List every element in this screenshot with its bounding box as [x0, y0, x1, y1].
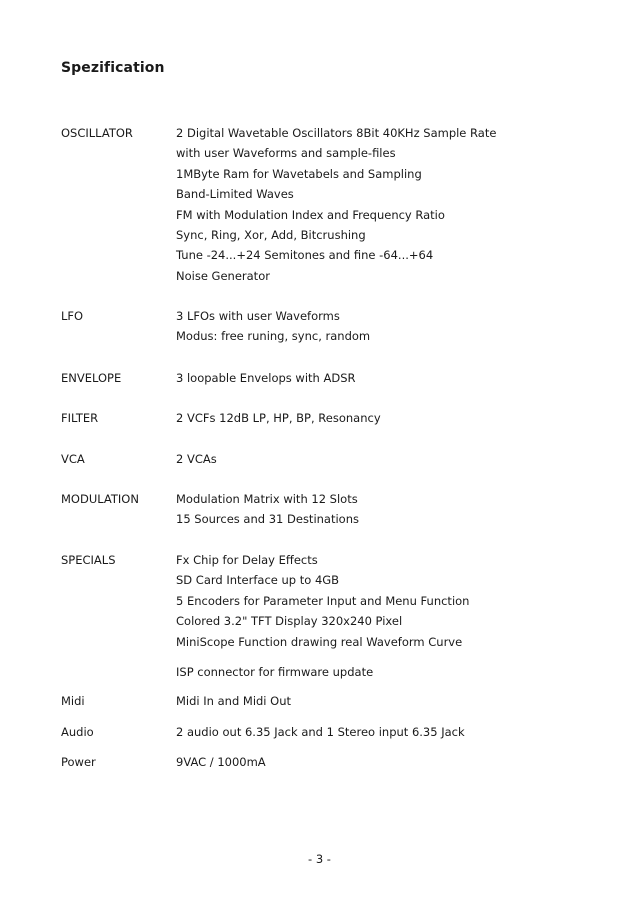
spec-label: LFO: [61, 309, 84, 323]
spec-line: MiniScope Function drawing real Waveform Curve: [176, 634, 463, 649]
spec-values: [176, 306, 370, 347]
spec-values: [176, 449, 217, 469]
spec-line: 1MByte Ram for Wavetabels and Sampling: [176, 166, 422, 181]
spec-line: 2 VCAs: [176, 452, 217, 466]
spec-line: Midi In and Midi Out: [176, 694, 292, 708]
spec-values: [176, 489, 359, 530]
spec-line: 3 loopable Envelops with ADSR: [176, 371, 356, 385]
spec-line: Sync, Ring, Xor, Add, Bitcrushing: [176, 228, 366, 243]
spec-label: SPECIALS: [61, 553, 116, 567]
page-title: Spezification: [61, 60, 165, 76]
spec-line: Colored 3.2" TFT Display 320x240 Pixel: [176, 614, 403, 629]
spec-values: [176, 368, 356, 388]
spec-values: [176, 550, 469, 652]
spec-line: 15 Sources and 31 Destinations: [176, 512, 359, 527]
spec-line: Fx Chip for Delay Effects: [176, 553, 318, 567]
spec-values: [176, 123, 496, 286]
spec-line: 5 Encoders for Parameter Input and Menu Function: [176, 593, 470, 608]
spec-values: [176, 408, 381, 428]
spec-label: OSCILLATOR: [61, 126, 133, 140]
spec-label: FILTER: [61, 411, 99, 425]
spec-label: Power: [61, 755, 96, 769]
spec-line: with user Waveforms and sample-files: [176, 146, 396, 161]
spec-values: [176, 691, 291, 711]
spec-label: Audio: [61, 725, 94, 739]
spec-label: VCA: [61, 452, 85, 466]
spec-line: Noise Generator: [176, 268, 270, 283]
spec-label: MODULATION: [61, 492, 139, 506]
spec-line: 2 Digital Wavetable Oscillators 8Bit 40KHz Sample Rate: [176, 126, 497, 140]
page-number: - 3 -: [308, 852, 331, 866]
spec-label: Midi: [61, 694, 85, 708]
spec-label: ENVELOPE: [61, 371, 122, 385]
spec-values: [176, 722, 465, 742]
spec-line: 9VAC / 1000mA: [176, 755, 266, 769]
spec-line: SD Card Interface up to 4GB: [176, 573, 340, 588]
spec-line: Tune -24...+24 Semitones and fine -64...+64: [176, 248, 434, 263]
spec-values: [176, 752, 266, 772]
spec-line: 2 audio out 6.35 Jack and 1 Stereo input 6.35 Jack: [176, 725, 465, 739]
spec-line: 3 LFOs with user Waveforms: [176, 309, 340, 323]
spec-line-isp: ISP connector for firmware update: [176, 665, 374, 679]
spec-line: 2 VCFs 12dB LP, HP, BP, Resonancy: [176, 411, 381, 425]
spec-line: Modulation Matrix with 12 Slots: [176, 492, 358, 506]
spec-line: Modus: free runing, sync, random: [176, 329, 371, 344]
spec-line: Band-Limited Waves: [176, 187, 294, 202]
spec-line: FM with Modulation Index and Frequency Ratio: [176, 207, 445, 222]
